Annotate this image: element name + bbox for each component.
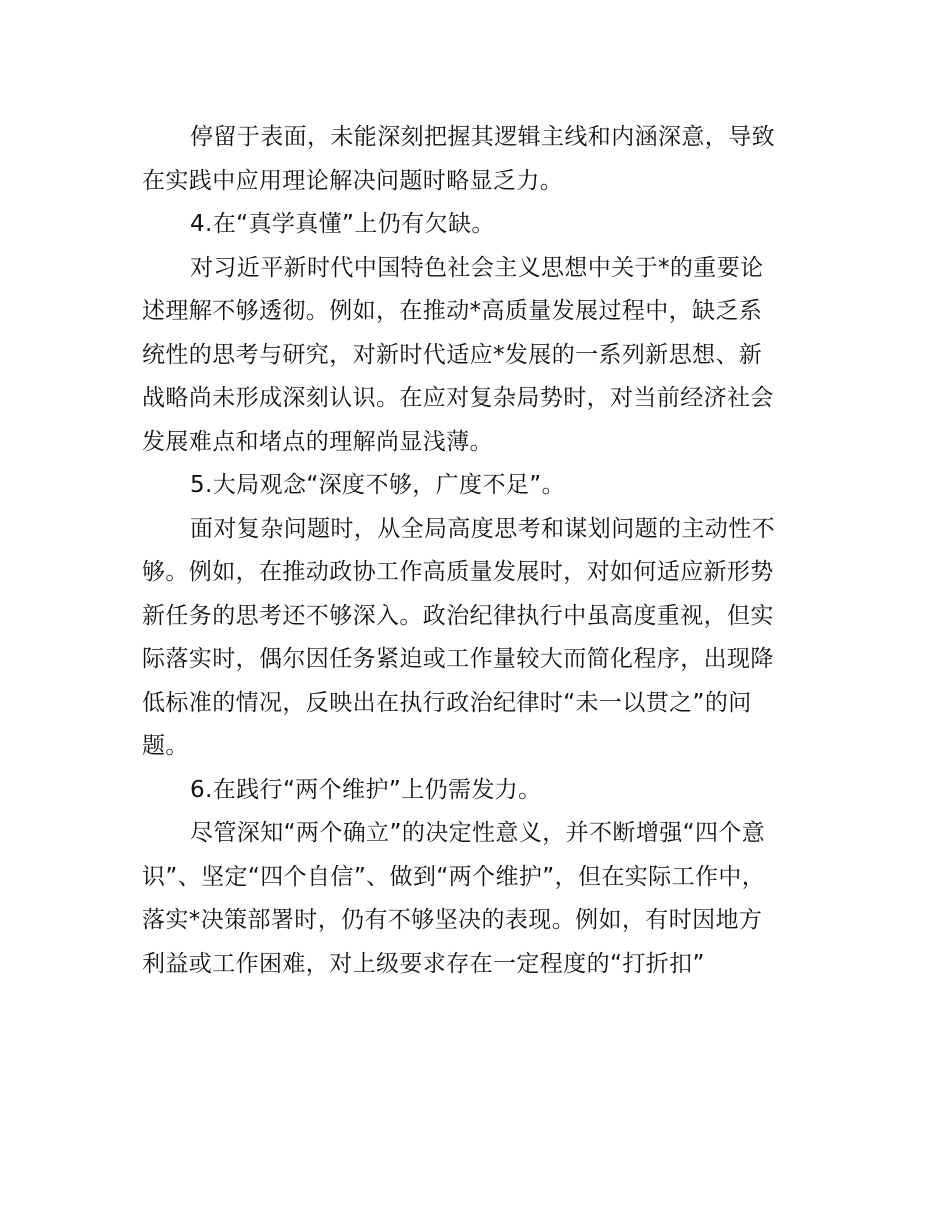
paragraph-section-6: [142, 812, 812, 986]
text-line: 述理解不够透彻。例如，在推动*高质量发展过程中，缺乏系: [142, 298, 763, 324]
text-line: 6.在践行“两个维护”上仍需发力。: [190, 776, 542, 803]
text-line: 际落实时，偶尔因任务紧迫或工作量较大而简化程序，出现降: [142, 646, 774, 672]
text-line: 够。例如，在推动政协工作高质量发展时，对如何适应新形势: [142, 559, 774, 585]
text-line: 尽管深知“两个确立”的决定性意义，并不断增强“四个意: [190, 820, 766, 846]
text-line: 低标准的情况，反映出在执行政治纪律时“未一以贯之”的问: [142, 689, 752, 716]
text-line: 题。: [142, 733, 189, 759]
section-heading-4: [142, 203, 812, 247]
text-line: 战略尚未形成深刻认识。在应对复杂局势时，对当前经济社会: [142, 385, 774, 411]
text-line: 利益或工作困难，对上级要求存在一定程度的“打折扣”: [142, 950, 705, 977]
paragraph-continuation: [142, 116, 812, 203]
text-line: 统性的思考与研究，对新时代适应*发展的一系列新思想、新: [142, 341, 763, 368]
text-line: 发展难点和堵点的理解尚显浅薄。: [142, 428, 493, 455]
text-line: 新任务的思考还不够深入。政治纪律执行中虽高度重视，但实: [142, 602, 774, 629]
section-heading-5: [142, 464, 812, 508]
text-line: 4.在“真学真懂”上仍有欠缺。: [190, 211, 495, 237]
document-body: [142, 116, 812, 986]
section-heading-6: [142, 769, 812, 813]
paragraph-section-4: [142, 247, 812, 465]
text-line: 对习近平新时代中国特色社会主义思想中关于*的重要论: [190, 254, 764, 281]
text-line: 落实*决策部署时，仍有不够坚决的表现。例如，有时因地方: [142, 907, 763, 933]
text-line: 停留于表面，未能深刻把握其逻辑主线和内涵深意，导致: [190, 124, 775, 150]
text-line: 5.大局观念“深度不够，广度不足”。: [190, 472, 565, 498]
paragraph-section-5: [142, 508, 812, 769]
text-line: 识”、坚定“四个自信”、做到“两个维护”，但在实际工作中，: [142, 863, 766, 890]
text-line: 在实践中应用理论解决问题时略显乏力。: [142, 167, 564, 194]
text-line: 面对复杂问题时，从全局高度思考和谋划问题的主动性不: [190, 515, 775, 542]
